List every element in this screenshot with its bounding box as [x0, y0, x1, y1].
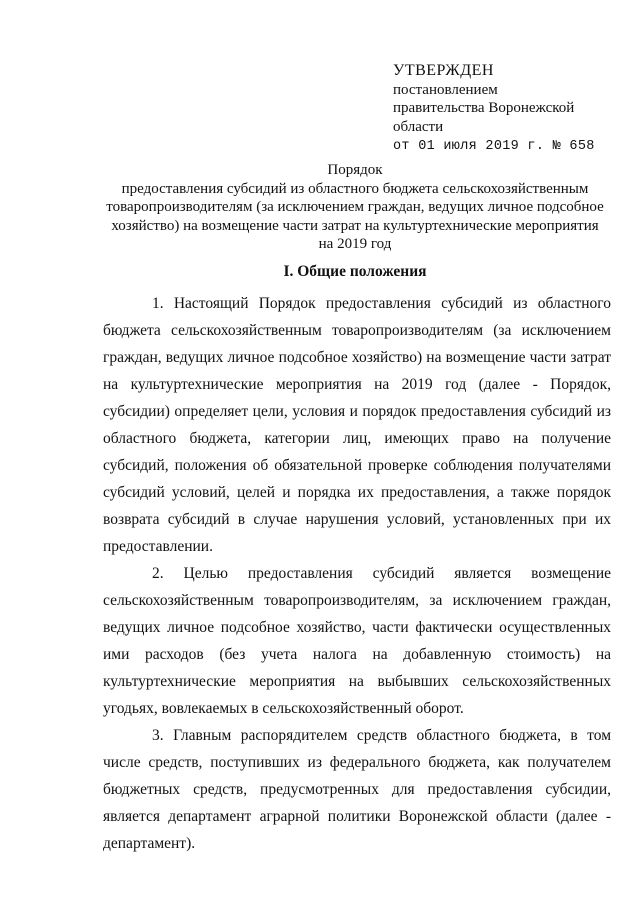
paragraph: 2. Целью предоставления субсидий является возмещение сельскохозяйственным товаропроизводителям, за исключением граждан, ведущих личное подсобное хозяйство, части фактически осуществленных ими расходов (без учета налога на добавленную стоимость) на культуртехнические мероприятия на выбывших сельскохозяйственных угодьях, вовлекаемых в сельскохозяйственный оборот.	[103, 565, 611, 717]
paragraph: 1. Настоящий Порядок предоставления субсидий из областного бюджета сельскохозяйственным товаропроизводителям (за исключением граждан, ведущих личное подсобное хозяйство) на возмещение части затрат на культуртехнические мероприятия на 2019 год (далее - Порядок, субсидии) определяет цели, условия и порядок предоставления субсидий из областного бюджета, категории лиц, имеющих право на получение субсидий, положения об обязательной проверке соблюдения получателями субсидий условий, целей и порядка их предоставления, а также порядок возврата субсидий в случае нарушения условий, установленных при их предоставлении.	[103, 295, 611, 555]
title-heading: Порядок	[327, 162, 383, 178]
title-line: товаропроизводителям (за исключением граждан, ведущих личное подсобное	[106, 199, 604, 215]
approval-block	[393, 62, 623, 157]
section-heading: I. Общие положения	[283, 263, 427, 280]
title-line: хозяйство) на возмещение части затрат на культуртехнические мероприятия	[111, 217, 599, 234]
approval-line: постановлением	[393, 81, 498, 98]
title-line: на 2019 год	[318, 236, 392, 252]
approval-stamp: УТВЕРЖДЕН	[393, 62, 494, 79]
paragraph: 3. Главным распорядителем средств областного бюджета, в том числе средств, поступивших из федерального бюджета, как получателем бюджетных средств, предусмотренных для предоставления субсидии, является департамент аграрной политики Воронежской области (далее - департамент).	[103, 727, 611, 852]
title-line: предоставления субсидий из областного бюджета сельскохозяйственным	[121, 180, 589, 197]
approval-line: области	[393, 118, 444, 135]
document-body	[103, 290, 611, 857]
document-title	[95, 161, 615, 254]
approval-line: правительства Воронежской	[393, 100, 575, 116]
decree-number: от 01 июля 2019 г. № 658	[393, 139, 595, 154]
